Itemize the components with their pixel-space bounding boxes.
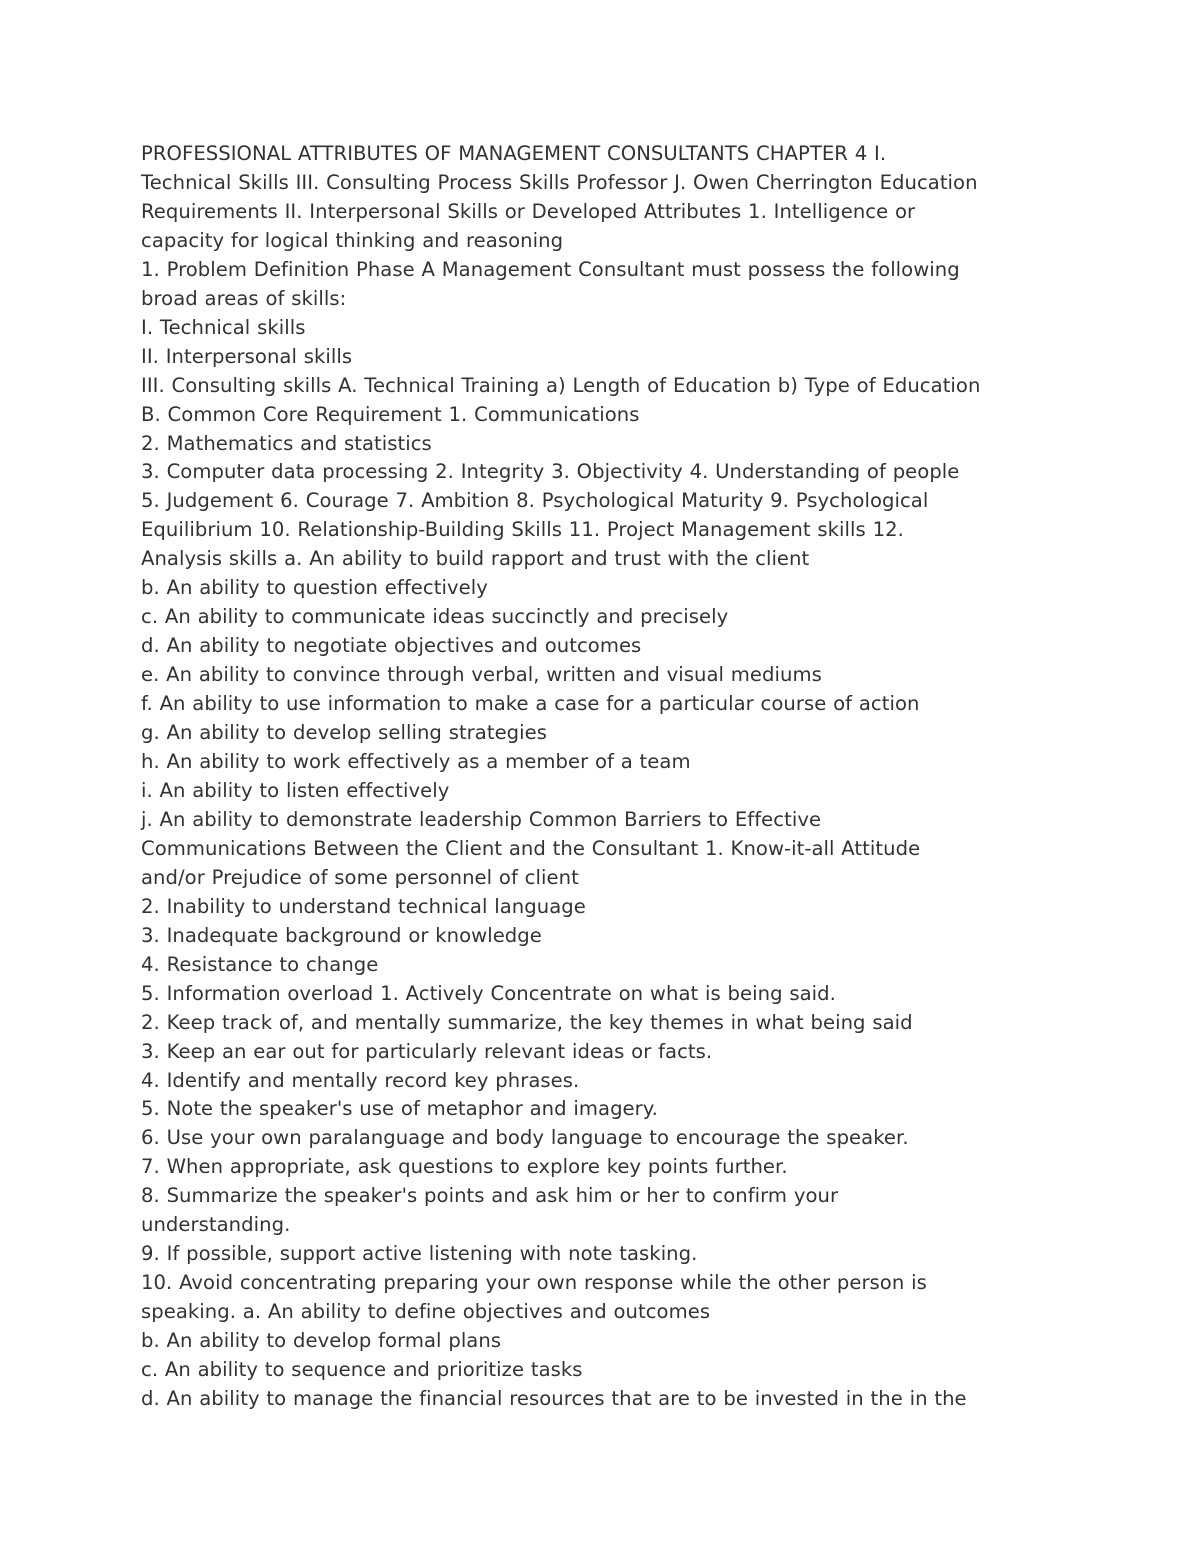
text-line: and/or Prejudice of some personnel of client [141, 865, 579, 889]
text-line: 10. Avoid concentrating preparing your own response while the other person is [141, 1271, 927, 1295]
text-line: Requirements II. Interpersonal Skills or Developed Attributes 1. Intelligence or [141, 199, 916, 223]
text-line: 5. Judgement 6. Courage 7. Ambition 8. Psychological Maturity 9. Psychological [141, 489, 929, 513]
text-line: I. Technical skills [141, 315, 306, 339]
text-line: b. An ability to develop formal plans [141, 1329, 502, 1353]
text-line: g. An ability to develop selling strategies [141, 721, 548, 745]
text-line: 9. If possible, support active listening with note tasking. [141, 1242, 698, 1266]
text-line: PROFESSIONAL ATTRIBUTES OF MANAGEMENT CONSULTANTS CHAPTER 4 I. [141, 142, 887, 165]
text-line: f. An ability to use information to make a case for a particular course of action [141, 692, 920, 716]
text-line: b. An ability to question effectively [141, 576, 488, 600]
text-line: broad areas of skills: [141, 286, 347, 310]
text-line: e. An ability to convince through verbal, written and visual mediums [141, 663, 822, 687]
text-line: 4. Identify and mentally record key phrases. [141, 1068, 580, 1092]
text-line: 7. When appropriate, ask questions to explore key points further. [141, 1155, 788, 1179]
text-line: speaking. a. An ability to define objectives and outcomes [141, 1300, 711, 1324]
text-line: capacity for logical thinking and reasoning [141, 228, 564, 252]
text-line: 3. Computer data processing 2. Integrity 3. Objectivity 4. Understanding of people [141, 460, 960, 484]
text-line: 6. Use your own paralanguage and body language to encourage the speaker. [141, 1126, 909, 1150]
text-line: c. An ability to communicate ideas succinctly and precisely [141, 605, 729, 629]
text-line: 4. Resistance to change [141, 952, 379, 976]
text-line: d. An ability to manage the financial resources that are to be invested in the in the [141, 1386, 967, 1410]
text-line: Technical Skills III. Consulting Process Skills Professor J. Owen Cherrington Education [141, 170, 978, 194]
text-line: II. Interpersonal skills [141, 344, 353, 368]
text-line: 8. Summarize the speaker's points and ask him or her to confirm your [141, 1184, 839, 1208]
text-line: 3. Inadequate background or knowledge [141, 923, 542, 947]
text-line: B. Common Core Requirement 1. Communications [141, 402, 640, 426]
text-line: d. An ability to negotiate objectives and outcomes [141, 634, 642, 658]
text-line: Analysis skills a. An ability to build rapport and trust with the client [141, 547, 810, 571]
text-line: j. An ability to demonstrate leadership Common Barriers to Effective [141, 807, 822, 831]
text-line: 5. Information overload 1. Actively Concentrate on what is being said. [141, 981, 836, 1005]
text-line: 2. Inability to understand technical language [141, 894, 586, 918]
text-line: III. Consulting skills A. Technical Training a) Length of Education b) Type of Education [141, 373, 981, 397]
text-line: c. An ability to sequence and prioritize tasks [141, 1358, 583, 1382]
text-line: 2. Keep track of, and mentally summarize, the key themes in what being said [141, 1010, 913, 1034]
text-line: 2. Mathematics and statistics [141, 431, 432, 455]
text-line: i. An ability to listen effectively [141, 778, 450, 802]
text-line: understanding. [141, 1213, 291, 1237]
text-line: 5. Note the speaker's use of metaphor and imagery. [141, 1097, 658, 1121]
text-line: 3. Keep an ear out for particularly relevant ideas or facts. [141, 1039, 713, 1063]
text-line: 1. Problem Definition Phase A Management Consultant must possess the following [141, 257, 960, 281]
document-body [141, 140, 1071, 1414]
text-line: Communications Between the Client and the Consultant 1. Know-it-all Attitude [141, 836, 921, 860]
text-line: Equilibrium 10. Relationship-Building Skills 11. Project Management skills 12. [141, 518, 904, 542]
text-line: h. An ability to work effectively as a member of a team [141, 750, 691, 774]
